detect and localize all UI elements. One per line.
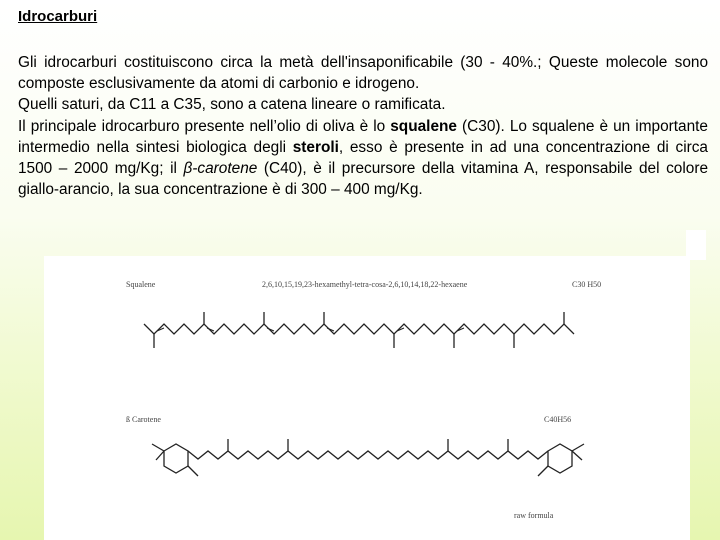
carotene-label: ß Carotene [126,415,161,424]
paragraph-1: Gli idrocarburi costituiscono circa la metà dell'insaponificabile (30 - 40%.; Queste molecole sono composte esclusivamente da atomi di carbonio e idrogeno. [18,54,708,93]
paragraph-3 [18,116,708,201]
page-title: Idrocarburi [18,8,98,25]
squalene-term: squalene [390,117,457,135]
carotene-chain-methyls [228,439,508,451]
squalene-iupac-name: 2,6,10,15,19,23-hexamethyl-tetra-cosa-2,6,10,14,18,22-hexaene [262,280,468,289]
carotene-left-ring [164,444,188,473]
p3-text-b: (C30). Lo squalene è un importante intermedio nella sintesi biologica degli [18,117,708,156]
carotene-term: β-carotene [183,160,258,178]
paragraph-2: Quelli saturi, da C11 a C35, sono a catena lineare o ramificata. [18,96,446,114]
squalene-label: Squalene [126,280,156,289]
p3-text-a: Il principale idrocarburo presente nell’olio di oliva è lo [18,117,391,135]
structure-svg [44,256,690,540]
p3-text-d: (C40), è il precursore della vitamina A, responsabile del colore giallo-arancio, la sua concentrazione è di 300 – 400 mg/Kg. [18,160,708,199]
carotene-right-ring-methyls [538,444,584,476]
carotene-chain [188,451,548,459]
raw-formula-label: raw formula [514,511,554,520]
p3-text-c: , esso è presente in ad una concentrazione di circa 1500 – 2000 mg/Kg; il [18,138,708,178]
carotene-formula: C40H56 [544,415,572,424]
body-text [18,52,708,200]
steroli-term: steroli [292,138,339,156]
squalene-formula: C30 H50 [572,280,602,289]
carotene-left-ring-methyls [152,444,198,476]
structure-figure [44,256,690,540]
squalene-branches [154,312,564,348]
carotene-right-ring [548,444,572,473]
